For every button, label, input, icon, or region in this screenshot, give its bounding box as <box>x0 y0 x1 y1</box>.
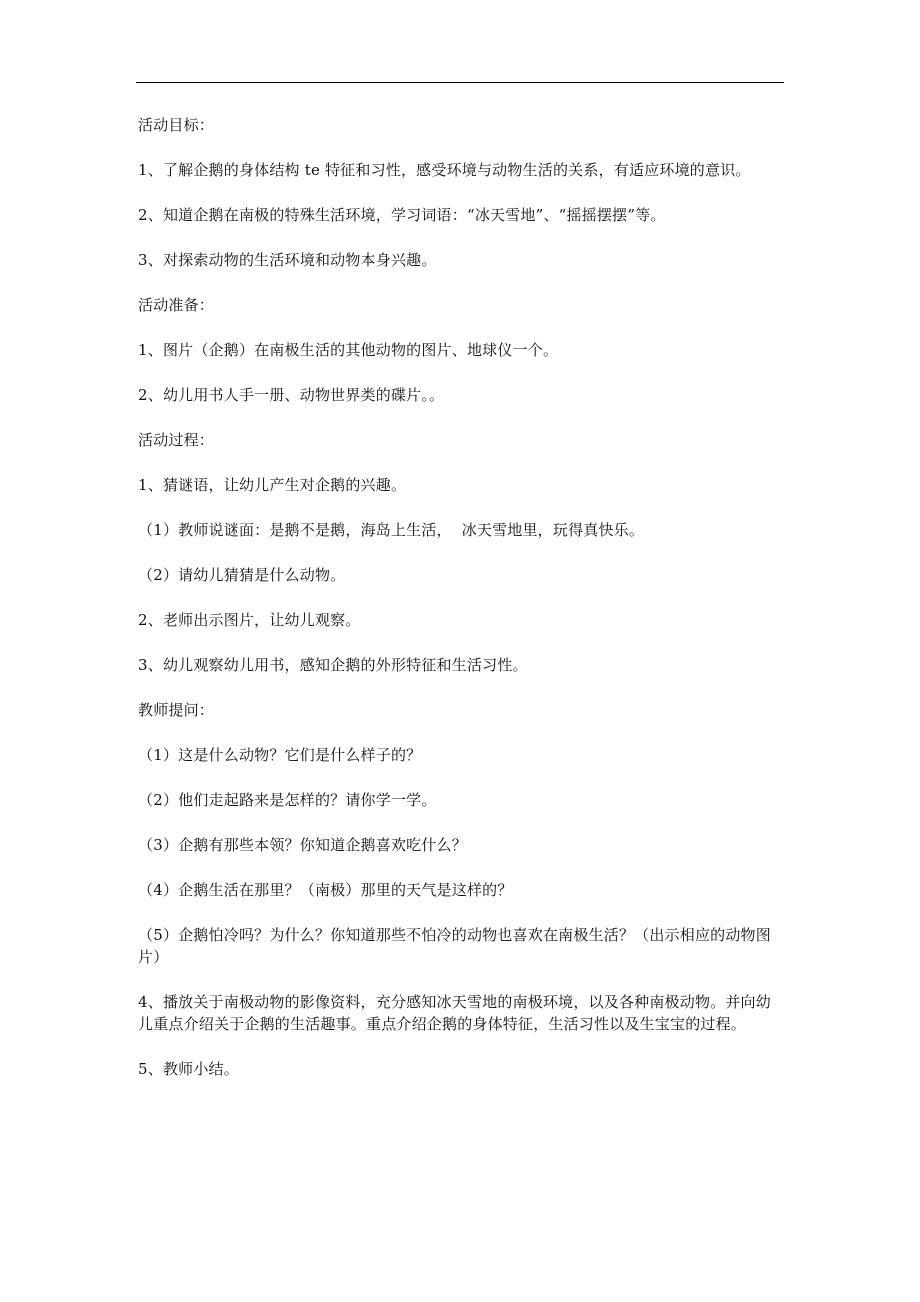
paragraph-preparation-1: 1、图片（企鹅）在南极生活的其他动物的图片、地球仪一个。 <box>138 341 559 359</box>
section-heading-process: 活动过程： <box>138 431 215 449</box>
paragraph-process-5: 5、教师小结。 <box>138 1060 239 1078</box>
section-heading-questions: 教师提问： <box>138 701 215 719</box>
paragraph-question-4: （4）企鹅生活在那里？（南极）那里的天气是这样的？ <box>138 881 513 899</box>
header-rule <box>136 82 784 83</box>
section-heading-preparation: 活动准备： <box>138 296 215 314</box>
paragraph-process-2: 2、老师出示图片，让幼儿观察。 <box>138 611 361 629</box>
paragraph-process-3: 3、幼儿观察幼儿用书，感知企鹅的外形特征和生活习性。 <box>138 656 528 674</box>
paragraph-goal-1: 1、了解企鹅的身体结构 te 特征和习性，感受环境与动物生活的关系，有适应环境的意识。 <box>138 161 751 179</box>
paragraph-question-5: （5）企鹅怕冷吗？为什么？你知道那些不怕冷的动物也喜欢在南极生活？（出示相应的动物图片） <box>138 926 771 966</box>
paragraph-process-1-2: （2）请幼儿猜猜是什么动物。 <box>138 566 346 584</box>
section-heading-goals: 活动目标： <box>138 116 215 134</box>
paragraph-preparation-2: 2、幼儿用书人手一册、动物世界类的碟片。。 <box>138 386 445 404</box>
paragraph-process-1-1: （1）教师说谜面：是鹅不是鹅，海岛上生活， 冰天雪地里，玩得真快乐。 <box>138 521 645 539</box>
paragraph-question-3: （3）企鹅有那些本领？你知道企鹅喜欢吃什么？ <box>138 836 467 854</box>
paragraph-process-1: 1、猜谜语，让幼儿产生对企鹅的兴趣。 <box>138 476 407 494</box>
paragraph-question-1: （1）这是什么动物？它们是什么样子的？ <box>138 746 422 764</box>
paragraph-goal-3: 3、对探索动物的生活环境和动物本身兴趣。 <box>138 251 437 269</box>
document-body <box>138 114 786 1080</box>
paragraph-goal-2: 2、知道企鹅在南极的特殊生活环境，学习词语：“冰天雪地”、“摇摇摆摆”等。 <box>138 206 666 224</box>
paragraph-question-2: （2）他们走起路来是怎样的？请你学一学。 <box>138 791 437 809</box>
paragraph-process-4: 4、播放关于南极动物的影像资料，充分感知冰天雪地的南极环境，以及各种南极动物。并向幼儿重点介绍关于企鹅的生活趣事。重点介绍企鹅的身体特征，生活习性以及生宝宝的过程。 <box>138 993 771 1033</box>
